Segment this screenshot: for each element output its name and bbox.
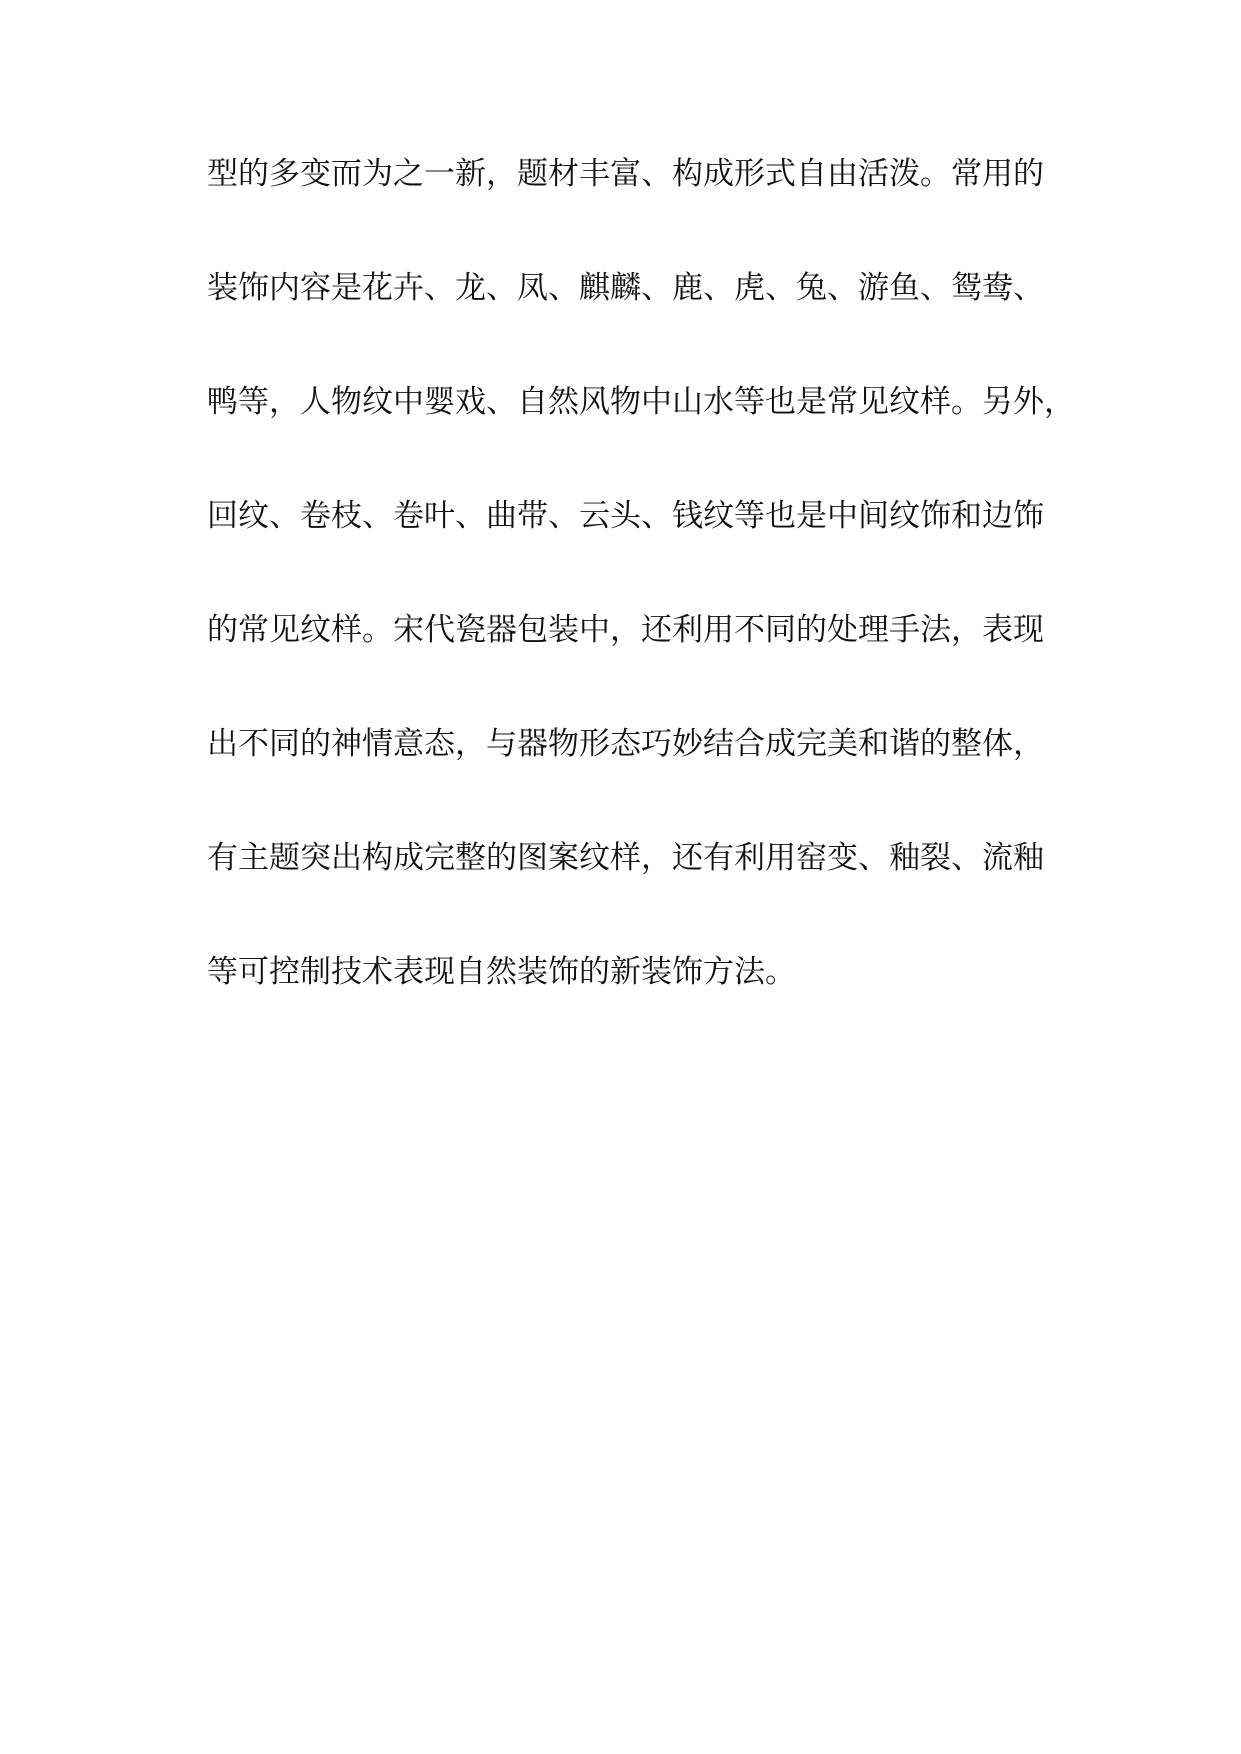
paragraph-line: 装饰内容是花卉、龙、凤、麒麟、鹿、虎、兔、游鱼、鸳鸯、 (207, 270, 1044, 306)
paragraph-line: 型的多变而为之一新，题材丰富、构成形式自由活泼。常用的 (207, 156, 1044, 192)
paragraph-line: 回纹、卷枝、卷叶、曲带、云头、钱纹等也是中间纹饰和边饰 (207, 498, 1044, 534)
body-paragraph (207, 156, 1137, 1068)
paragraph-line: 鸭等，人物纹中婴戏、自然风物中山水等也是常见纹样。另外， (207, 384, 1075, 420)
paragraph-line: 等可控制技术表现自然装饰的新装饰方法。 (207, 954, 796, 990)
paragraph-line: 的常见纹样。宋代瓷器包装中，还利用不同的处理手法，表现 (207, 612, 1044, 648)
paragraph-line: 有主题突出构成完整的图案纹样，还有利用窑变、釉裂、流釉 (207, 840, 1044, 876)
paragraph-line: 出不同的神情意态，与器物形态巧妙结合成完美和谐的整体， (207, 726, 1044, 762)
